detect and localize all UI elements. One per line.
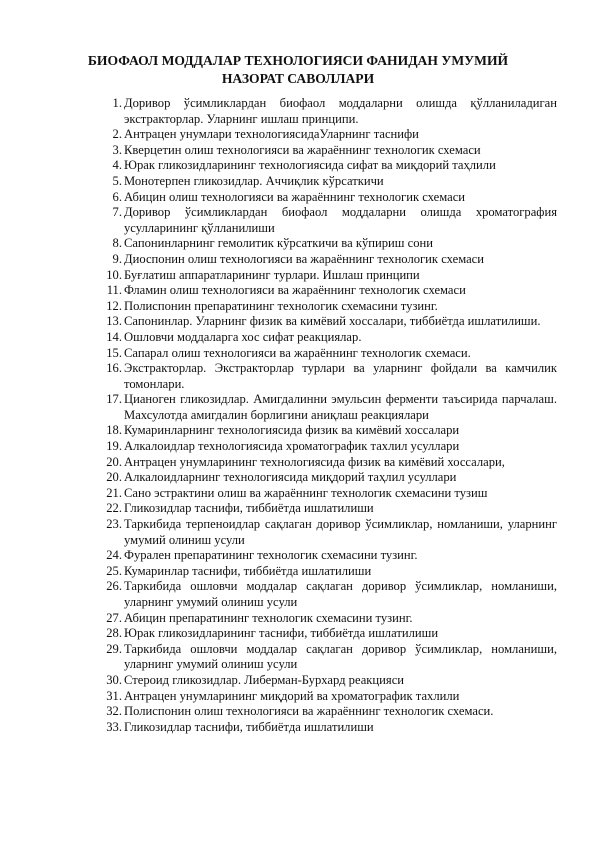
question-item bbox=[92, 205, 557, 236]
question-text: Стероид гликозидлар. Либерман-Бурхард реакцияси bbox=[124, 672, 405, 687]
question-text: Таркибида ошловчи моддалар сақлаган доривор ўсимликлар, номланиши, уларнинг умумий олиниш усули bbox=[124, 579, 557, 609]
question-text: Ошловчи моддаларга хос сифат реакциялар. bbox=[124, 329, 362, 344]
question-text: Доривор ўсимликлардан биофаол моддаларни олишда қўлланиладиган экстракторлар. Уларнинг ишлаш принципи. bbox=[124, 96, 557, 126]
question-text: Фурален препаратининг технологик схемасини тузинг. bbox=[124, 548, 418, 563]
question-text: Диоспонин олиш технологияси ва жараённинг технологик схемаси bbox=[124, 251, 484, 266]
question-text: Сапонинларнинг гемолитик кўрсаткичи ва кўпириш сони bbox=[124, 236, 433, 251]
question-number: 18. bbox=[106, 423, 122, 438]
question-number: 4. bbox=[112, 158, 122, 173]
question-number: 17. bbox=[106, 392, 122, 407]
question-text: Алкалоидларнинг технологиясида миқдорий таҳлил усуллари bbox=[124, 470, 457, 485]
question-item bbox=[92, 611, 557, 627]
question-number: 12. bbox=[106, 298, 122, 313]
question-text: Фламин олиш технологияси ва жараённинг технологик схемаси bbox=[124, 283, 466, 298]
question-text: Сано эстрактини олиш ва жараённинг технологик схемасини тузиш bbox=[124, 485, 488, 500]
question-number: 29. bbox=[106, 641, 122, 656]
question-number: 9. bbox=[112, 251, 122, 266]
question-item bbox=[92, 517, 557, 548]
question-item bbox=[92, 642, 557, 673]
question-number: 31. bbox=[106, 688, 122, 703]
question-item bbox=[92, 455, 557, 471]
question-number: 25. bbox=[106, 563, 122, 578]
question-number: 13. bbox=[106, 314, 122, 329]
question-item bbox=[92, 689, 557, 705]
question-item bbox=[92, 190, 557, 206]
question-item bbox=[92, 268, 557, 284]
question-number: 1. bbox=[112, 96, 122, 110]
question-item bbox=[92, 127, 557, 143]
question-item bbox=[92, 501, 557, 517]
question-number: 6. bbox=[112, 189, 122, 204]
title-line-1: БИОФАОЛ МОДДАЛАР ТЕХНОЛОГИЯСИ ФАНИДАН УМУМИЙ bbox=[87, 53, 509, 68]
question-item bbox=[92, 252, 557, 268]
question-item bbox=[92, 330, 557, 346]
question-item bbox=[92, 158, 557, 174]
question-number: 10. bbox=[106, 267, 122, 282]
question-item bbox=[92, 548, 557, 564]
question-text: Алкалоидлар технологиясида хроматографик тахлил усуллари bbox=[124, 439, 460, 454]
question-text: Антрацен унумлари технологиясидаУларнинг таснифи bbox=[124, 127, 419, 142]
question-item bbox=[92, 346, 557, 362]
question-text: Цианоген гликозидлар. Амигдалинни эмульсин ферменти таъсирида парчалаш. Махсулотда амигдалин борлигини аниқлаш реакциялари bbox=[124, 392, 557, 422]
question-item bbox=[92, 704, 557, 720]
question-item bbox=[92, 720, 557, 736]
question-item bbox=[92, 96, 557, 127]
question-text: Буғлатиш аппаратларининг турлари. Ишлаш принципи bbox=[124, 267, 420, 282]
question-text: Гликозидлар таснифи, тиббиётда ишлатилиши bbox=[124, 719, 374, 734]
question-item bbox=[92, 673, 557, 689]
question-item bbox=[92, 174, 557, 190]
question-number: 32. bbox=[106, 704, 122, 719]
question-text: Антрацен унумларининг технологиясида физик ва кимёвий хоссалари, bbox=[124, 454, 505, 469]
question-item bbox=[92, 564, 557, 580]
question-item bbox=[92, 486, 557, 502]
question-text: Монотерпен гликозидлар. Аччиқлик кўрсаткичи bbox=[124, 173, 384, 188]
question-number: 21. bbox=[106, 485, 122, 500]
question-item bbox=[92, 314, 557, 330]
question-number: 30. bbox=[106, 672, 122, 687]
question-text: Таркибида терпеноидлар сақлаган доривор ўсимликлар, номланиши, уларнинг умумий олиниш усули bbox=[124, 517, 557, 547]
question-list bbox=[92, 96, 557, 735]
question-item bbox=[92, 423, 557, 439]
question-text: Доривор ўсимликлардан биофаол моддаларни олишда хроматография усулларининг қўлланилиши bbox=[124, 205, 557, 235]
question-item bbox=[92, 299, 557, 315]
question-number: 7. bbox=[112, 205, 122, 220]
question-number: 22. bbox=[106, 501, 122, 516]
question-text: Юрак гликозидларининг таснифи, тиббиётда ишлатилиши bbox=[124, 626, 439, 641]
question-number: 24. bbox=[106, 548, 122, 563]
question-number: 11. bbox=[106, 283, 122, 298]
question-number: 27. bbox=[106, 610, 122, 625]
question-text: Юрак гликозидларининг технологиясида сифат ва миқдорий таҳлили bbox=[124, 158, 496, 173]
question-item bbox=[92, 361, 557, 392]
question-number: 3. bbox=[112, 142, 122, 157]
question-number: 8. bbox=[112, 236, 122, 251]
question-number: 20. bbox=[106, 470, 122, 485]
question-text: Антрацен унумларининг миқдорий ва хроматографик тахлили bbox=[124, 688, 460, 703]
question-number: 20. bbox=[106, 454, 122, 469]
question-text: Сапарал олиш технологияси ва жараённинг технологик схемаси. bbox=[124, 345, 471, 360]
question-number: 26. bbox=[106, 579, 122, 594]
question-number: 33. bbox=[106, 719, 122, 734]
question-text: Абицин препаратининг технологик схемасини тузинг. bbox=[124, 610, 413, 625]
question-item bbox=[92, 626, 557, 642]
question-text: Таркибида ошловчи моддалар сақлаган доривор ўсимликлар, номланиши, уларнинг умумий олиниш усули bbox=[124, 641, 557, 672]
question-number: 19. bbox=[106, 439, 122, 454]
question-number: 5. bbox=[112, 173, 122, 188]
question-number: 2. bbox=[112, 127, 122, 142]
question-item bbox=[92, 579, 557, 610]
question-number: 16. bbox=[106, 361, 122, 376]
question-text: Сапонинлар. Уларнинг физик ва кимёвий хоссалари, тиббиётда ишлатилиши. bbox=[124, 314, 541, 329]
question-text: Кумаринлар таснифи, тиббиётда ишлатилиши bbox=[124, 563, 372, 578]
question-text: Полиспонин препаратининг технологик схемасини тузинг. bbox=[124, 298, 438, 313]
question-text: Абицин олиш технологияси ва жараённинг технологик схемаси bbox=[124, 189, 466, 204]
question-text: Экстракторлар. Экстракторлар турлари ва уларнинг фойдали ва камчилик томонлари. bbox=[124, 361, 557, 391]
question-item bbox=[92, 143, 557, 159]
question-text: Кумаринларнинг технологиясида физик ва кимёвий хоссалари bbox=[124, 423, 460, 438]
question-number: 23. bbox=[106, 517, 122, 532]
question-number: 28. bbox=[106, 626, 122, 641]
question-number: 15. bbox=[106, 345, 122, 360]
question-number: 14. bbox=[106, 329, 122, 344]
question-item bbox=[92, 439, 557, 455]
question-text: Кверцетин олиш технологияси ва жараённинг технологик схемаси bbox=[124, 142, 481, 157]
question-text: Полиспонин олиш технологияси ва жараённинг технологик схемаси. bbox=[124, 704, 494, 719]
question-text: Гликозидлар таснифи, тиббиётда ишлатилиши bbox=[124, 501, 374, 516]
page-title bbox=[60, 52, 536, 88]
question-item bbox=[92, 392, 557, 423]
question-item bbox=[92, 283, 557, 299]
title-line-2: НАЗОРАТ САВОЛЛАРИ bbox=[221, 71, 375, 86]
question-item bbox=[92, 470, 557, 486]
question-item bbox=[92, 236, 557, 252]
